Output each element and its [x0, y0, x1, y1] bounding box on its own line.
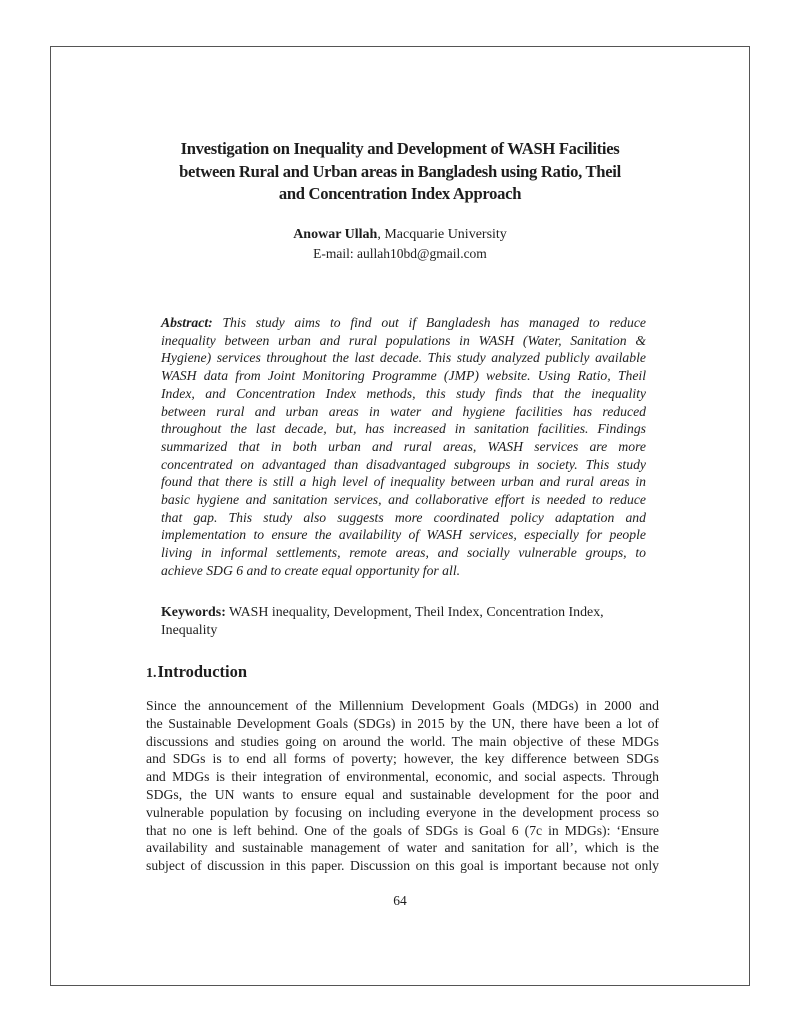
author-affiliation: , Macquarie University — [377, 227, 507, 242]
abstract-line: implementation to ensure the availability of WASH services, especially for people — [161, 527, 646, 543]
abstract — [161, 314, 646, 580]
keywords-text: WASH inequality, Development, Theil Index, Concentration Index, Inequality — [161, 605, 604, 638]
section-title: Introduction — [157, 662, 248, 681]
keywords-label: Keywords: — [161, 605, 226, 620]
abstract-line-1-text: This study aims to find out if Bangladesh has managed to reduce — [212, 315, 646, 330]
title-line-1: Investigation on Inequality and Development of WASH Facilities — [180, 139, 620, 158]
section-heading — [146, 662, 247, 684]
abstract-line: achieve SDG 6 and to create equal opportunity for all. — [161, 562, 461, 578]
intro-line: availability and sustainable management of water and sanitation for all’, which is the — [146, 840, 659, 856]
abstract-line: basic hygiene and sanitation services, and collaborative effort is needed to reduce — [161, 492, 646, 508]
paper-title — [120, 138, 680, 206]
abstract-line: inequality between urban and rural populations in WASH (Water, Sanitation & — [161, 332, 646, 348]
intro-line: discussions and studies going on around the world. The main objective of these MDGs — [146, 733, 659, 749]
author-line — [150, 226, 650, 244]
keywords — [161, 604, 646, 640]
abstract-line: throughout the last decade, but, has increased in sanitation facilities. Findings — [161, 421, 646, 437]
page-number: 64 — [393, 893, 407, 908]
abstract-line: summarized that in both urban and rural areas, WASH services are more — [161, 438, 646, 454]
author-name: Anowar Ullah — [293, 227, 378, 242]
intro-line: the Sustainable Development Goals (SDGs) in 2015 by the UN, there have been a lot of — [146, 715, 659, 731]
intro-line: Since the announcement of the Millennium Development Goals (MDGs) in 2000 and — [146, 698, 659, 713]
abstract-line: Index, and Concentration Index methods, this study finds that the inequality — [161, 385, 646, 401]
intro-line: SDGs, the UN wants to ensure equal and sustainable development for the poor and — [146, 786, 659, 802]
abstract-line: found that there is still a high level of inequality between urban and rural areas in — [161, 474, 646, 490]
title-line-3: and Concentration Index Approach — [278, 184, 522, 203]
intro-line: subject of discussion in this paper. Discussion on this goal is important because not only — [146, 858, 659, 874]
title-line-2: between Rural and Urban areas in Bangladesh using Ratio, Theil — [179, 161, 621, 181]
abstract-line: living in informal settlements, remote areas, and socially vulnerable groups, to — [161, 545, 646, 561]
abstract-line: that gap. This study also suggests more coordinated policy adaptation and — [161, 509, 646, 525]
intro-line: vulnerable population by focusing on including everyone in the development process so — [146, 804, 659, 820]
abstract-line: WASH data from Joint Monitoring Programme (JMP) website. Using Ratio, Theil — [161, 368, 646, 384]
abstract-line-1 — [161, 314, 646, 332]
author-email: E-mail: aullah10bd@gmail.com — [313, 246, 487, 261]
intro-paragraph — [146, 697, 659, 875]
abstract-line: between rural and urban areas in water and hygiene facilities has reduced — [161, 403, 646, 419]
intro-line: and SDGs is to end all forms of poverty; however, the key difference between SDGs — [146, 751, 659, 767]
abstract-line: concentrated on advantaged than disadvantaged subgroups in society. This study — [161, 456, 646, 472]
abstract-line: Hygiene) services throughout the last decade. This study analyzed publicly available — [161, 350, 646, 366]
intro-line: and MDGs is their integration of environmental, economic, and social aspects. Through — [146, 769, 659, 785]
abstract-label: Abstract: — [161, 315, 213, 330]
intro-line: that no one is left behind. One of the goals of SDGs is Goal 6 (7c in MDGs): ‘Ensure — [146, 822, 659, 838]
section-number: 1. — [146, 666, 157, 681]
